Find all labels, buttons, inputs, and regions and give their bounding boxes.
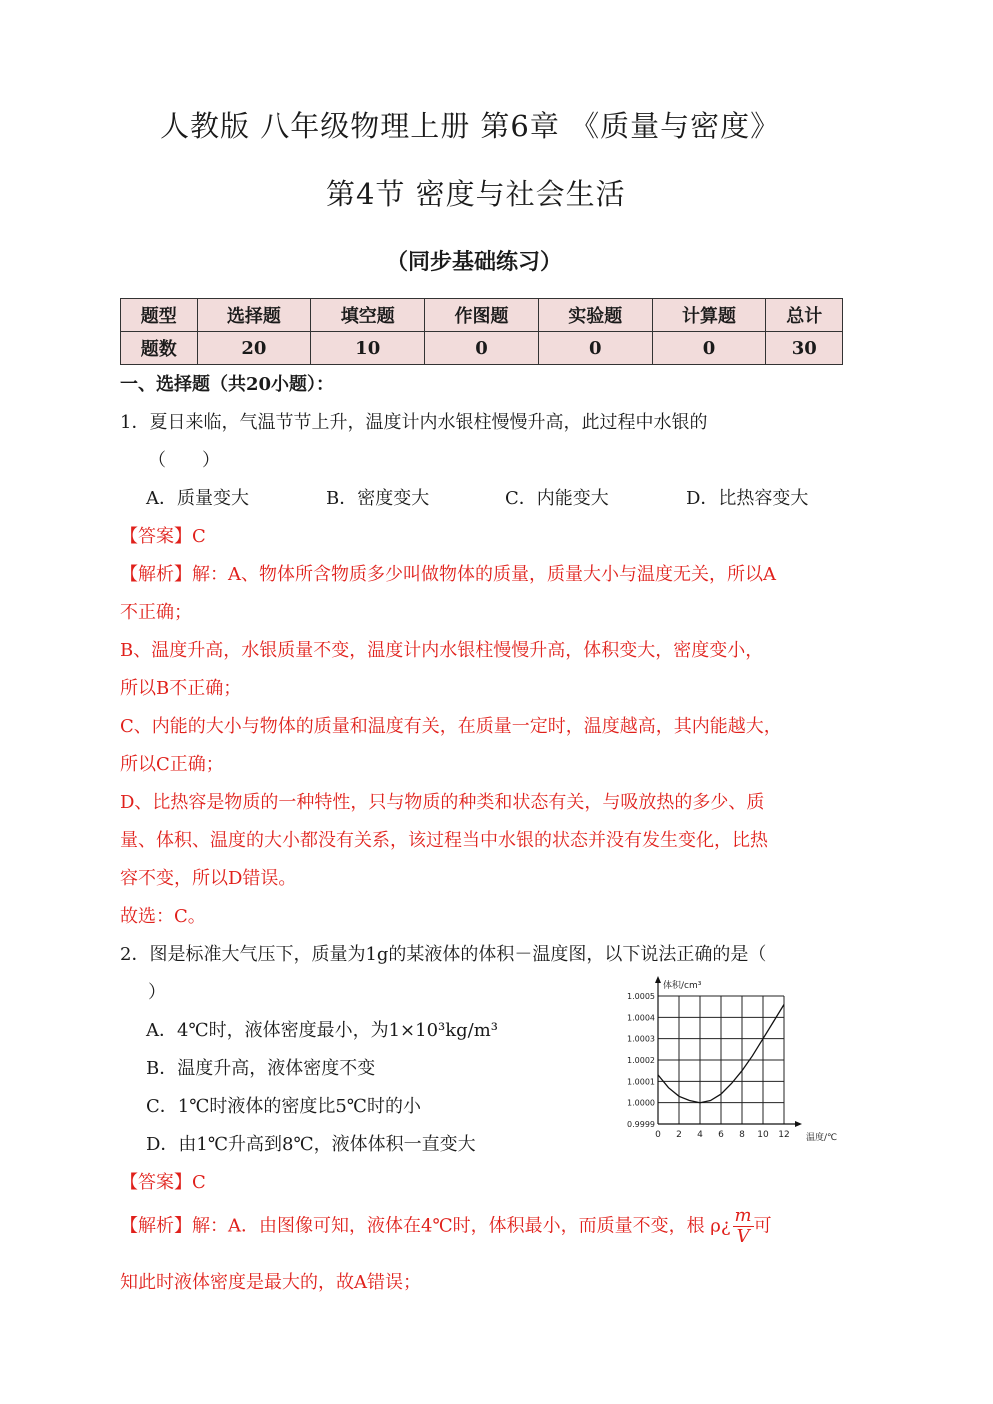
section-title: 第4节 密度与社会生活 (326, 177, 626, 211)
question-stats-table (120, 298, 843, 365)
q1-analysis-line: 故选：C。 (120, 906, 206, 927)
x-tick-label: 6 (718, 1130, 724, 1140)
y-tick-label: 1.0000 (627, 1098, 655, 1108)
q1-stem: 1．夏日来临，气温节节上升，温度计内水银柱慢慢升高，此过程中水银的 (120, 412, 708, 433)
q1-analysis-line (120, 560, 776, 586)
q1-answer (120, 522, 206, 548)
y-tick-label: 1.0005 (627, 992, 655, 1001)
table-cell: 计算题 (652, 299, 766, 332)
table-header-row (121, 299, 843, 332)
subtitle: （同步基础练习） (386, 249, 563, 275)
y-tick-label: 1.0002 (627, 1056, 655, 1065)
table-cell: 10 (311, 332, 425, 365)
table-cell: 0 (425, 332, 539, 365)
analysis-tag: 【解析】 (120, 564, 192, 585)
q2-stem: 2．图是标准大气压下，质量为1g的某液体的体积－温度图，以下说法正确的是（ (120, 944, 767, 965)
q1-option-b: B．密度变大 (326, 488, 430, 509)
y-tick-label: 0.9999 (627, 1120, 655, 1129)
table-cell: 30 (766, 332, 843, 365)
section-heading: 一、选择题（共20小题）： (120, 374, 335, 395)
q2-option-c: C．1℃时液体的密度比5℃时的小 (146, 1096, 421, 1117)
table-cell: 题数 (121, 332, 198, 365)
answer-tag: 【答案】 (120, 526, 192, 547)
x-tick-label: 12 (778, 1130, 790, 1140)
q1-option-c: C．内能变大 (505, 488, 609, 509)
q2-option-b: B．温度升高，液体密度不变 (146, 1058, 376, 1079)
analysis-text: 可 (753, 1215, 772, 1237)
answer-value: C (192, 1172, 206, 1193)
q1-stem-paren: （ ） (148, 450, 220, 471)
x-tick-label: 10 (757, 1130, 769, 1140)
q1-option-d: D．比热容变大 (686, 488, 809, 509)
doc-title: 人教版 八年级物理上册 第6章 《质量与密度》 (160, 109, 781, 143)
x-tick-label: 0 (655, 1130, 661, 1140)
y-axis-label: 体积/cm³ (663, 981, 702, 991)
table-cell: 0 (538, 332, 652, 365)
table-cell: 总计 (766, 299, 843, 332)
q1-option-a: A．质量变大 (146, 488, 249, 509)
answer-tag: 【答案】 (120, 1172, 192, 1193)
q2-option-a: A．4℃时，液体密度最小，为1×10³kg/m³ (146, 1020, 499, 1041)
q2-answer (120, 1168, 206, 1194)
q1-analysis-line: 不正确； (120, 602, 192, 623)
q1-analysis-line: 量、体积、温度的大小都没有关系，该过程当中水银的状态并没有发生变化，比热 (120, 830, 768, 851)
table-cell: 0 (652, 332, 766, 365)
q2-analysis-line (120, 1206, 772, 1247)
fraction-numerator: m (734, 1205, 752, 1226)
q1-analysis-line: 容不变，所以D错误。 (120, 868, 297, 889)
fraction-denominator: V (736, 1226, 750, 1247)
table-row (121, 332, 843, 365)
table-cell: 填空题 (311, 299, 425, 332)
table-cell: 作图题 (425, 299, 539, 332)
table-cell: 20 (197, 332, 311, 365)
q2-stem-paren: ） (148, 982, 166, 1003)
q1-analysis-line: C、内能的大小与物体的质量和温度有关，在质量一定时，温度越高，其内能越大， (120, 716, 782, 737)
analysis-text: 解：A．由图像可知，液体在4℃时，体积最小，而质量不变，根 ρ¿ (192, 1215, 731, 1237)
q2-analysis-line: 知此时液体密度是最大的，故A错误； (120, 1272, 421, 1293)
q1-analysis-line: D、比热容是物质的一种特性，只与物质的种类和状态有关，与吸放热的多少、质 (120, 792, 765, 813)
analysis-text: 解：A、物体所含物质多少叫做物体的质量，质量大小与温度无关，所以A (192, 564, 776, 585)
q1-analysis-line: 所以B不正确； (120, 678, 242, 699)
x-tick-label: 4 (697, 1130, 703, 1140)
x-tick-label: 2 (676, 1130, 682, 1140)
table-cell: 选择题 (197, 299, 311, 332)
answer-value: C (192, 526, 206, 547)
table-cell: 实验题 (538, 299, 652, 332)
analysis-tag: 【解析】 (120, 1215, 192, 1237)
q2-option-d: D．由1℃升高到8℃，液体体积一直变大 (146, 1134, 476, 1155)
y-tick-label: 1.0001 (627, 1077, 655, 1087)
volume-temperature-chart (618, 968, 848, 1148)
x-tick-label: 8 (739, 1130, 745, 1140)
q1-analysis-line: B、温度升高，水银质量不变，温度计内水银柱慢慢升高，体积变大，密度变小， (120, 640, 764, 661)
x-axis-arrow (795, 1121, 802, 1127)
y-tick-label: 1.0004 (627, 1013, 655, 1023)
y-tick-label: 1.0003 (627, 1034, 655, 1044)
table-cell: 题型 (121, 299, 198, 332)
density-fraction (733, 1206, 754, 1247)
q1-analysis-line: 所以C正确； (120, 754, 224, 775)
x-axis-label: 温度/℃ (806, 1133, 838, 1143)
y-axis-arrow (655, 976, 661, 983)
